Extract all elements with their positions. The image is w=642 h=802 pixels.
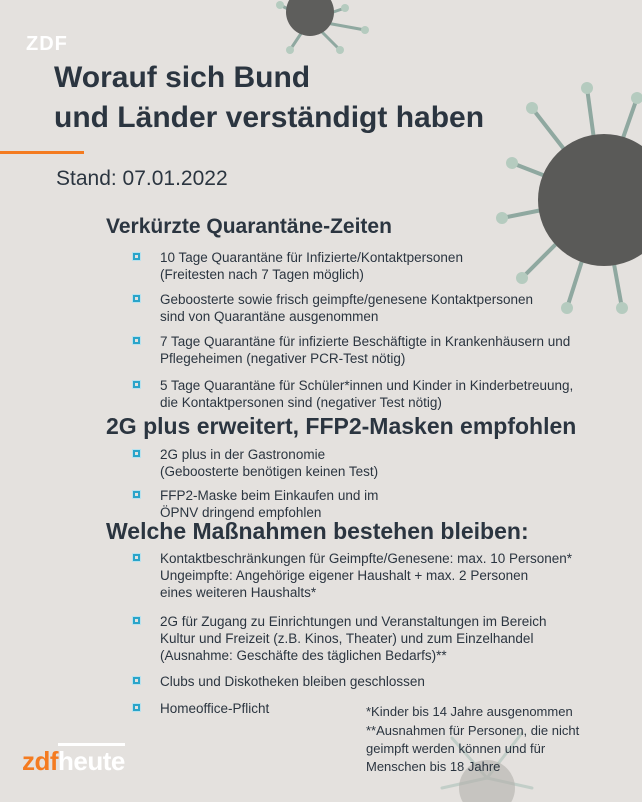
bullet-icon [132,336,141,345]
footnote-exceptions: **Ausnahmen für Personen, die nicht geimpft werden können und für Menschen bis 18 Jahre [366,723,580,774]
list-item-text: Homeoffice-Pflicht [160,701,270,716]
list-item-text: Kontaktbeschränkungen für Geimpfte/Genesene: max. 10 Personen* Ungeimpfte: Angehörige eigener Haushalt + max. 2 Personen eines weiteren Haushalts* [160,551,573,600]
title-line-1: Worauf sich Bund [54,61,311,94]
list-item-text: 2G für Zugang zu Einrichtungen und Veranstaltungen im Bereich Kultur und Freizeit (z.B. Kinos, Theater) und zum Einzelhandel (Ausnahme: Geschäfte des täglichen Bedarfs)** [160,614,547,663]
bullet-icon [132,490,141,499]
logo-zdf: zdf [22,746,59,776]
section-title-2g-plus: 2G plus erweitert, FFP2-Masken empfohlen [106,413,577,439]
bullet-icon [132,380,141,389]
section-title-quarantine: Verkürzte Quarantäne-Zeiten [106,215,392,238]
virus-illustration-top [250,0,380,60]
zdf-top-logo: ZDF [26,33,68,55]
list-item-text: 2G plus in der Gastronomie (Geboosterte benötigen keinen Test) [160,447,379,479]
title-line-2: und Länder verständigt haben [54,101,485,134]
bullet-icon [132,553,141,562]
bullet-icon [132,294,141,303]
page-title [54,58,484,138]
bullet-icon [132,703,141,712]
zdfheute-logo [22,746,125,777]
bullet-icon [132,252,141,261]
list-item-text: 10 Tage Quarantäne für Infizierte/Kontaktpersonen (Freitesten nach 7 Tagen möglich) [160,250,463,282]
list-item-text: Geboosterte sowie frisch geimpfte/genesene Kontaktpersonen sind von Quarantäne ausgenommen [160,292,533,324]
list-item-text: Clubs und Diskotheken bleiben geschlossen [160,674,425,689]
stand-date: Stand: 07.01.2022 [56,167,228,190]
bullet-icon [132,449,141,458]
list-item-text: 7 Tage Quarantäne für infizierte Beschäftigte in Krankenhäusern und Pflegeheimen (negativer PCR-Test nötig) [160,334,571,366]
list-item-text: 5 Tage Quarantäne für Schüler*innen und Kinder in Kinderbetreuung, die Kontaktpersonen sind (negativer Test nötig) [160,378,574,410]
bullet-icon [132,676,141,685]
list-item-text: FFP2-Maske beim Einkaufen und im ÖPNV dringend empfohlen [160,488,379,520]
section-title-measures: Welche Maßnahmen bestehen bleiben: [106,518,529,544]
bullet-icon [132,616,141,625]
footnote-children: *Kinder bis 14 Jahre ausgenommen [366,704,573,719]
accent-divider [0,151,84,154]
logo-heute: heute [58,743,125,776]
